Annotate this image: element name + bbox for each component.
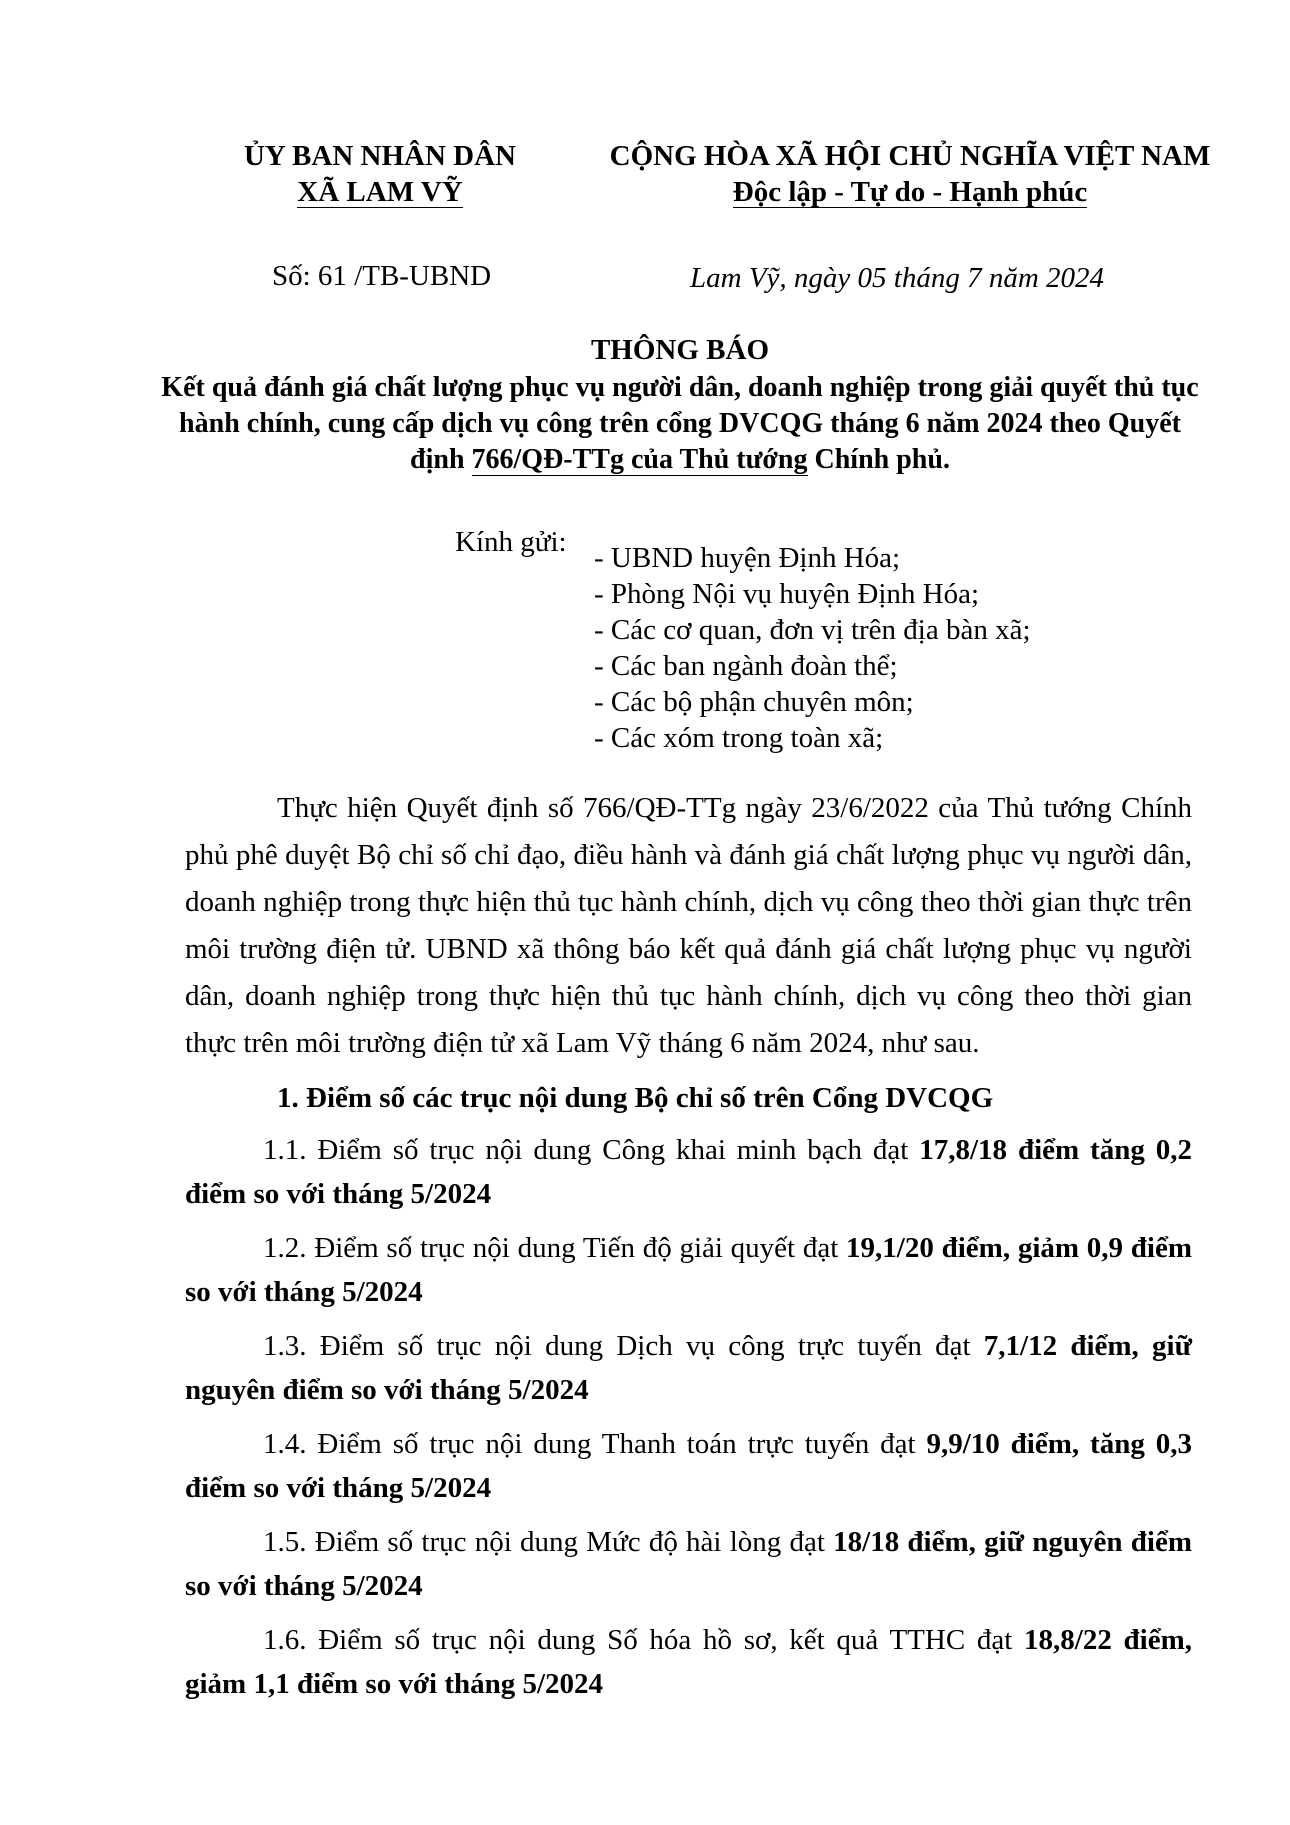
recipients-label: Kính gửi: <box>455 526 567 558</box>
place-date: Lam Vỹ, ngày 05 tháng 7 năm 2024 <box>690 262 1105 294</box>
document-subtitle: Kết quả đánh giá chất lượng phục vụ người dân, doanh nghiệp trong giải quyết thủ tục hành chính, cung cấp dịch vụ công trên cổng DVCQG tháng 6 năm 2024 theo Quyết định 766/QĐ-TTg của Thủ tướng Chính phủ. <box>161 372 1199 475</box>
list-item: - Các bộ phận chuyên môn; <box>594 686 914 718</box>
list-item: - Các ban ngành đoàn thể; <box>594 650 898 682</box>
intro-paragraph: Thực hiện Quyết định số 766/QĐ-TTg ngày 23/6/2022 của Thủ tướng Chính phủ phê duyệt Bộ chỉ số chỉ đạo, điều hành và đánh giá chất lượng phục vụ người dân, doanh nghiệp trong thực hiện thủ tục hành chính, dịch vụ công theo thời gian thực trên môi trường điện tử. UBND xã thông báo kết quả đánh giá chất lượng phục vụ người dân, doanh nghiệp trong thực hiện thủ tục hành chính, dịch vụ công theo thời gian thực trên môi trường điện tử xã Lam Vỹ tháng 6 năm 2024, như sau. <box>185 792 1192 1059</box>
score-item: 1.2. Điểm số trục nội dung Tiến độ giải quyết đạt 19,1/20 điểm, giảm 0,9 điểm so với tháng 5/2024 <box>185 1232 1192 1308</box>
score-item: 1.5. Điểm số trục nội dung Mức độ hài lòng đạt 18/18 điểm, giữ nguyên điểm so với tháng 5/2024 <box>185 1526 1192 1602</box>
score-item: 1.3. Điểm số trục nội dung Dịch vụ công trực tuyến đạt 7,1/12 điểm, giữ nguyên điểm so với tháng 5/2024 <box>185 1330 1192 1406</box>
score-item: 1.4. Điểm số trục nội dung Thanh toán trực tuyến đạt 9,9/10 điểm, tăng 0,3 điểm so với tháng 5/2024 <box>185 1428 1192 1504</box>
list-item: - Các cơ quan, đơn vị trên địa bàn xã; <box>594 614 1031 646</box>
document-title: THÔNG BÁO <box>590 334 770 366</box>
nation-name: CỘNG HÒA XÃ HỘI CHỦ NGHĨA VIỆT NAM <box>609 140 1211 172</box>
section-heading: 1. Điểm số các trục nội dung Bộ chỉ số trên Cổng DVCQG <box>277 1082 994 1114</box>
motto: Độc lập - Tự do - Hạnh phúc <box>732 176 1088 208</box>
issuing-authority <box>210 138 550 210</box>
list-item: - UBND huyện Định Hóa; <box>594 542 901 574</box>
document-number: Số: 61 /TB-UBND <box>272 260 492 292</box>
authority-line-2: XÃ LAM VỸ <box>297 176 463 208</box>
authority-line-1: ỦY BAN NHÂN DÂN <box>243 140 516 172</box>
score-item: 1.6. Điểm số trục nội dung Số hóa hồ sơ, kết quả TTHC đạt 18,8/22 điểm, giảm 1,1 điểm so với tháng 5/2024 <box>185 1624 1192 1700</box>
recipients-list <box>594 540 1031 756</box>
national-motto <box>590 138 1230 210</box>
list-item: - Các xóm trong toàn xã; <box>594 722 884 754</box>
list-item: - Phòng Nội vụ huyện Định Hóa; <box>594 578 980 610</box>
score-item: 1.1. Điểm số trục nội dung Công khai minh bạch đạt 17,8/18 điểm tăng 0,2 điểm so với tháng 5/2024 <box>185 1134 1192 1210</box>
